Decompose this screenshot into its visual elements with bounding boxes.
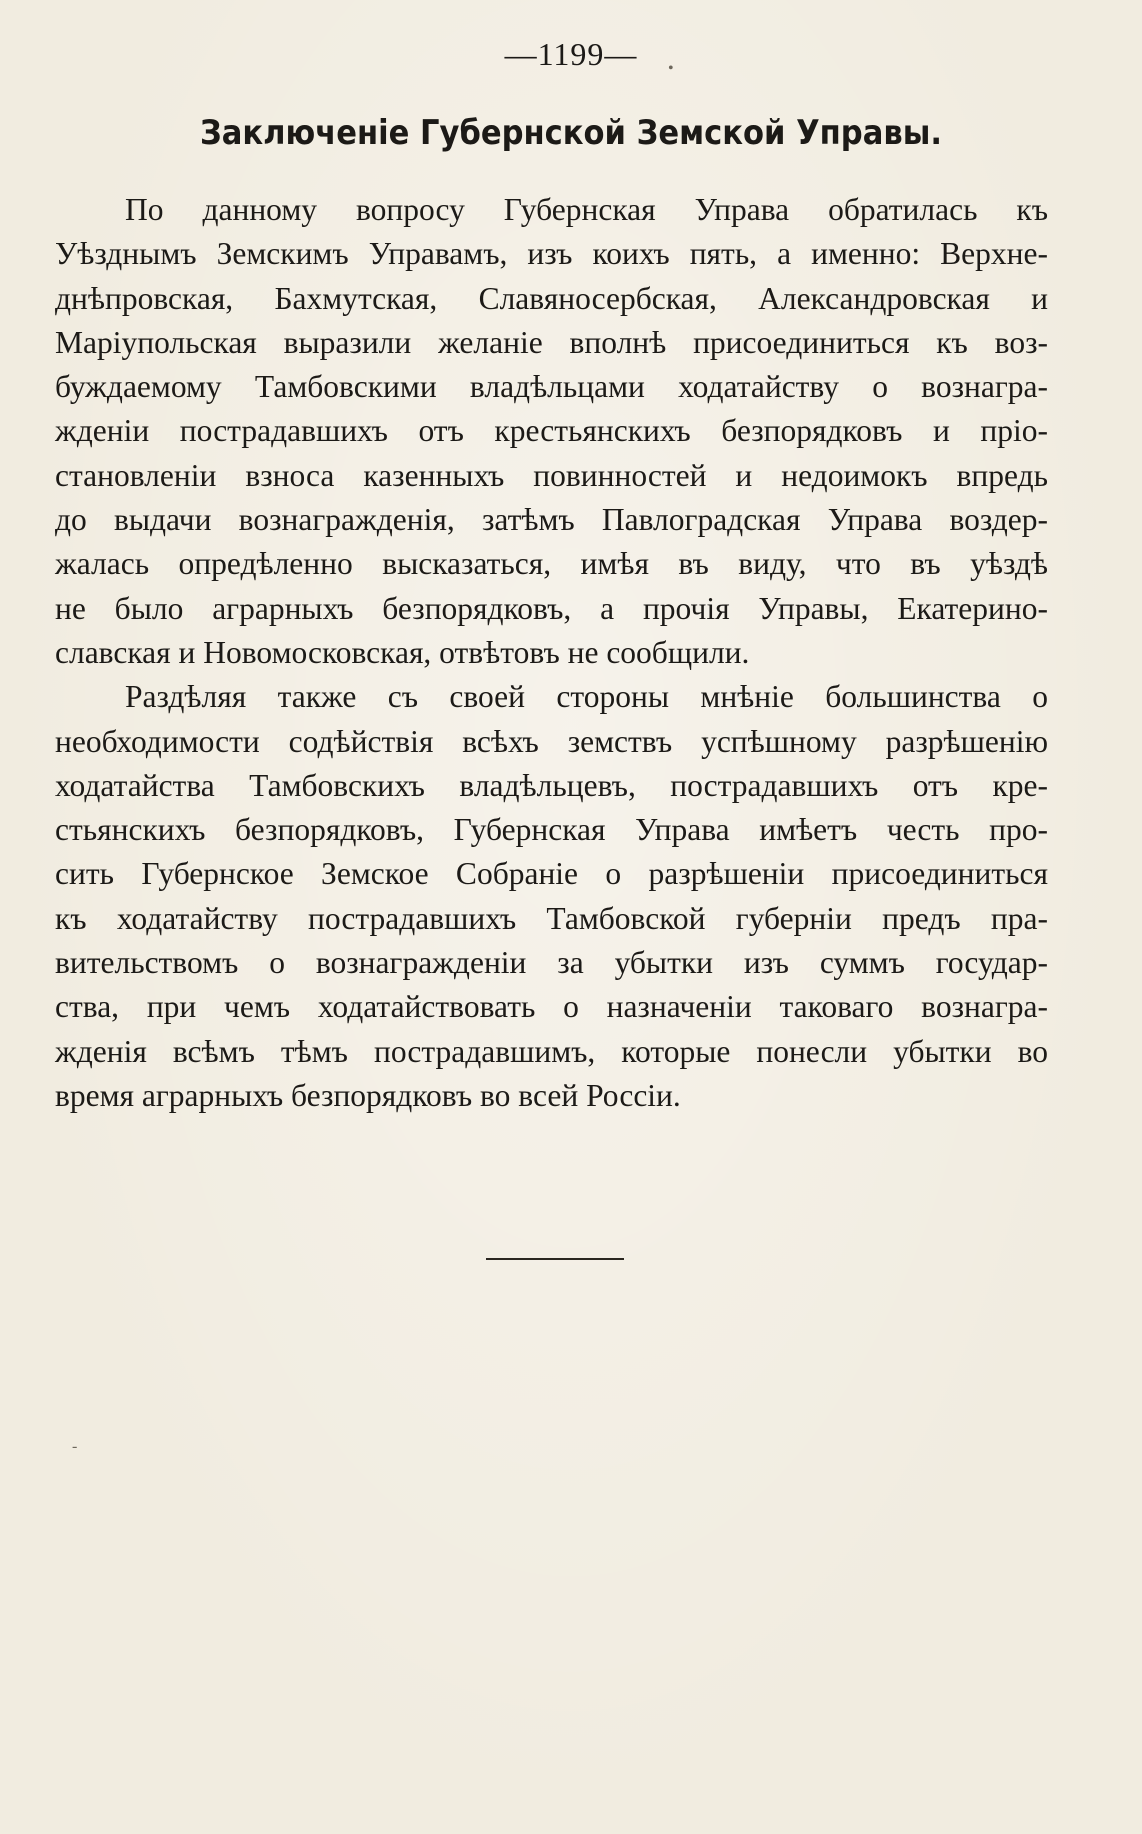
text-line: ходатайства Тамбовскихъ владѣльцевъ, пострадавшихъ отъ кре- bbox=[55, 767, 1048, 803]
text-line: ства, при чемъ ходатайствовать о назначенiи таковаго вознагра- bbox=[55, 989, 1048, 1025]
text-line: днѣпровская, Бахмутская, Славяносербская, Александровская и bbox=[55, 280, 1048, 316]
text-line: жденiи пострадавшихъ отъ крестьянскихъ безпорядковъ и прiо- bbox=[55, 413, 1048, 449]
text-line: стьянскихъ безпорядковъ, Губернская Управа имѣетъ честь про- bbox=[55, 812, 1048, 848]
body-text bbox=[55, 188, 1048, 1118]
text-line: къ ходатайству пострадавшихъ Тамбовской губернiи предъ пра- bbox=[55, 900, 1048, 936]
section-heading: Заключенiе Губернской Земской Управы. bbox=[200, 113, 942, 153]
text-line: время аграрныхъ безпорядковъ во всей Россiи. bbox=[55, 1077, 681, 1113]
paragraph-1 bbox=[55, 188, 1048, 675]
page-number: —1199— bbox=[504, 36, 638, 72]
text-line: становленiи взноса казенныхъ повинностей и недоимокъ впредь bbox=[55, 457, 1048, 493]
text-line: Уѣзднымъ Земскимъ Управамъ, изъ коихъ пять, а именно: Верхне- bbox=[55, 236, 1048, 272]
ink-speck: • bbox=[668, 60, 674, 77]
text-line: не было аграрныхъ безпорядковъ, а прочiя Управы, Екатерино- bbox=[55, 590, 1048, 626]
section-end-rule bbox=[486, 1258, 624, 1260]
text-line: По данному вопросу Губернская Управа обратилась къ bbox=[125, 192, 1048, 227]
text-line: необходимости содѣйствiя всѣхъ земствъ успѣшному разрѣшенiю bbox=[55, 723, 1048, 759]
paragraph-2 bbox=[55, 675, 1048, 1118]
text-line: Раздѣляя также съ своей стороны мнѣнiе большинства о bbox=[125, 679, 1048, 715]
text-line: буждаемому Тамбовскими владѣльцами ходатайству о вознагра- bbox=[55, 369, 1048, 405]
text-line: жденiя всѣмъ тѣмъ пострадавшимъ, которые понесли убытки во bbox=[55, 1033, 1048, 1069]
ink-speck: - bbox=[72, 1438, 78, 1455]
text-line: вительствомъ о вознагражденiи за убытки изъ суммъ государ- bbox=[55, 945, 1048, 981]
text-line: сить Губернское Земское Собранiе о разрѣшенiи присоединиться bbox=[55, 856, 1048, 892]
text-line: Марiупольская выразили желанiе вполнѣ присоединиться къ воз- bbox=[55, 324, 1048, 360]
text-line: жалась опредѣленно высказаться, имѣя въ виду, что въ уѣздѣ bbox=[55, 546, 1048, 582]
text-line: до выдачи вознагражденiя, затѣмъ Павлоградская Управа воздер- bbox=[55, 502, 1048, 538]
text-line: славская и Новомосковская, отвѣтовъ не сообщили. bbox=[55, 634, 750, 670]
